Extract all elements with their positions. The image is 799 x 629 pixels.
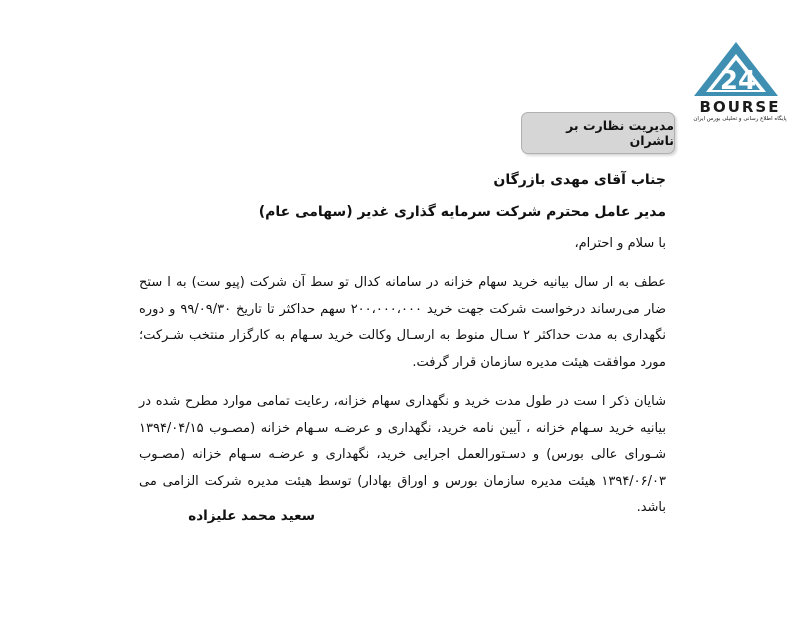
body-paragraph-2: شایان ذکر ا ست در طول مدت خرید و نگهداری سهام خزانه، رعایت تمامی موارد مطرح شده در بیانیه خرید سـهام خزانه ، آیین نامه خرید، نگهداری و عرضـه سـهام خزانه (مصـوب ۱۳۹۴/۰۴/۱۵ شـورای عالی بورس) و دسـتورالعمل اجرایی خرید، نگهداری و عرضـه سـهام خزانه (مصـوب ۱۳۹۴/۰۶/۰۳ هیئت مدیره سازمان بورس و اوراق بهادار) توسط هیئت مدیره شرکت الزامی می باشد. — [139, 394, 666, 515]
greeting: با سلام و احترام، — [574, 236, 666, 251]
signature: سعید محمد علیزاده — [188, 508, 315, 524]
recipient-position: مدیر عامل محترم شرکت سرمایه گذاری غدیر (سهامی عام) — [258, 204, 666, 220]
logo-tagline: پایگاه اطلاع رسانی و تحلیلی بورس ایران — [693, 116, 787, 122]
logo-mark-text: 24 — [719, 66, 757, 96]
department-label: مدیریت نظارت بر ناشران — [521, 112, 675, 154]
bourse-logo-mark — [686, 40, 794, 100]
bourse-logo — [686, 40, 794, 130]
recipient-title: جناب آقای مهدی بازرگان — [493, 172, 666, 188]
body-paragraph-1: عطف به ار سال بیانیه خرید سهام خزانه در سامانه کدال تو سط آن شرکت (پیو ست) به ا ستح ضار می‌رساند درخواست شرکت جهت خرید ۲۰۰،۰۰۰،۰۰۰ سهم حداکثر تا تاریخ ۹۹/۰۹/۳۰ و دوره نگهداری به مدت حداکثر ۲ سـال منوط به ارسـال وکالت خرید سـهام به کارگزار منتخب شـرکت؛ مورد موافقت هیئت مدیره سازمان قرار گرفت. — [139, 275, 667, 370]
logo-word: BOURSE — [699, 98, 781, 116]
